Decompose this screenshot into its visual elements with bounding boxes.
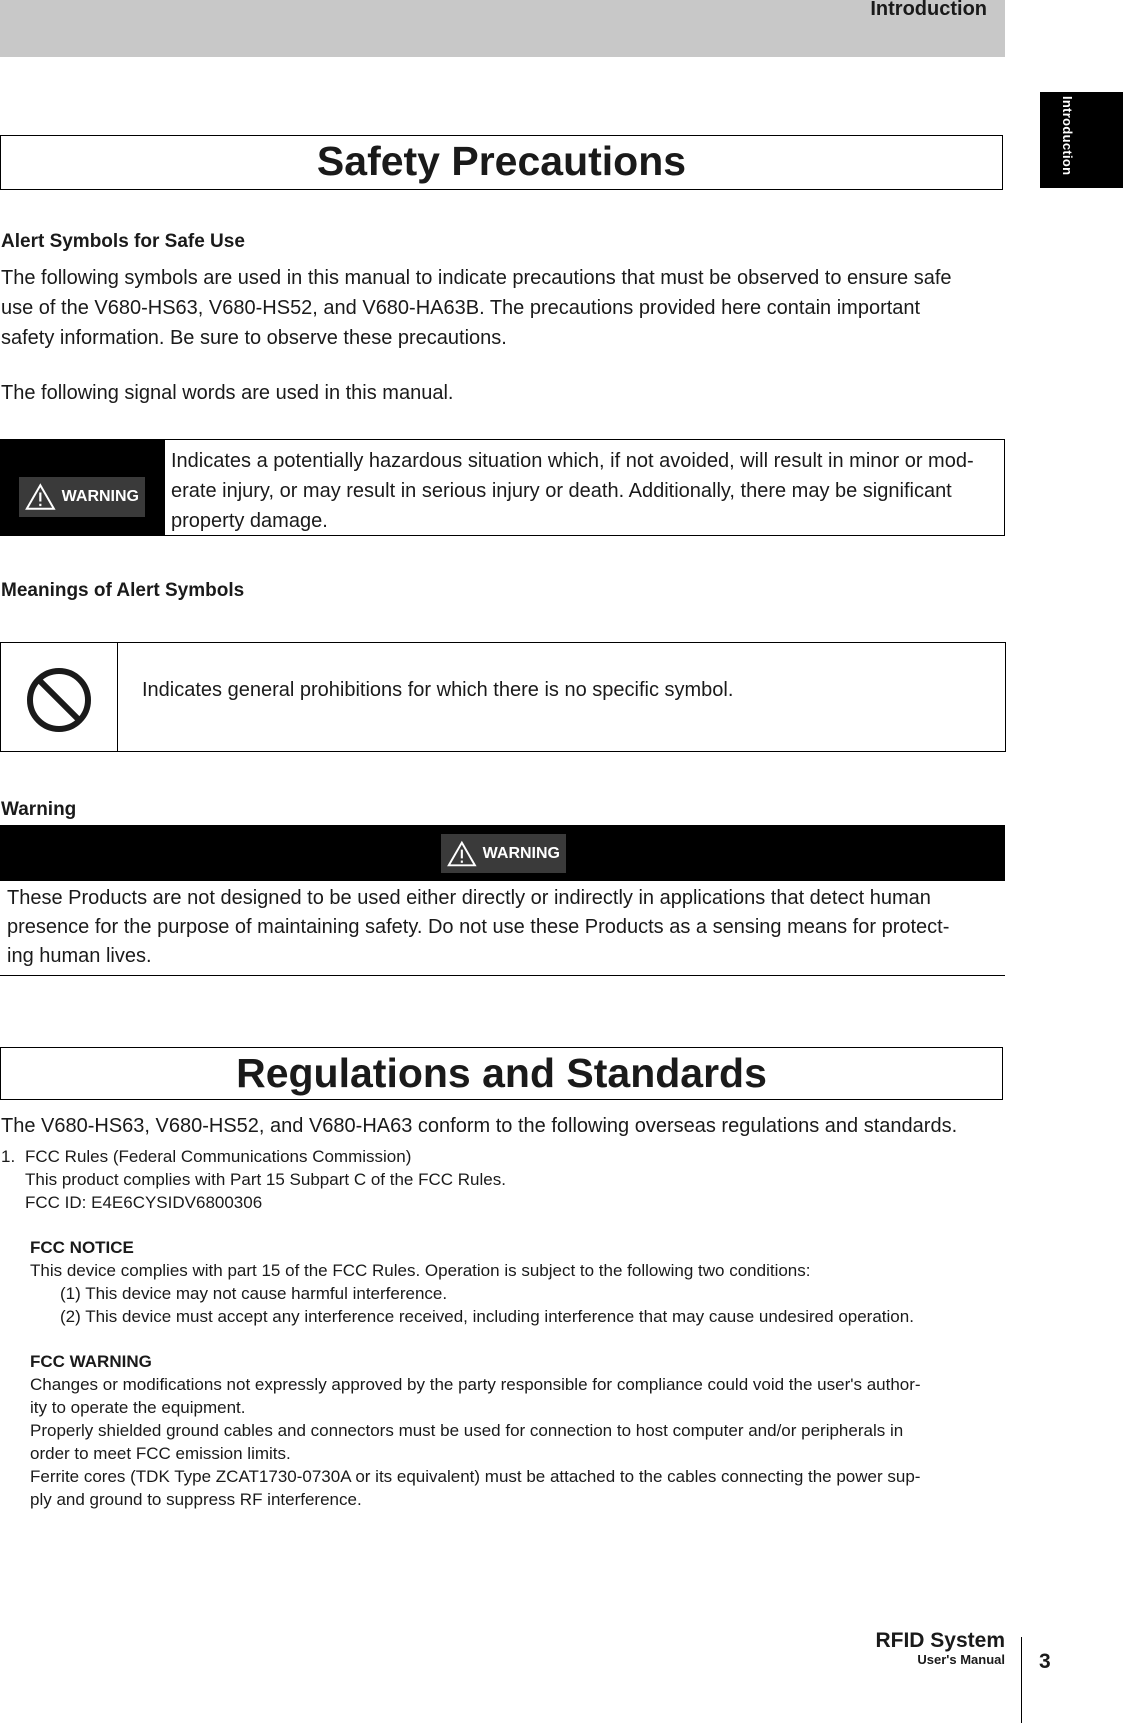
warning-triangle-icon: [25, 482, 56, 512]
prohibition-icon: [26, 667, 92, 733]
warning-box: [0, 825, 1005, 977]
warning-bar: [0, 825, 1005, 881]
fcc-condition: (1) This device may not cause harmful interference.: [60, 1284, 448, 1303]
fcc-warning: [30, 1350, 1010, 1511]
warning-line: ing human lives.: [7, 945, 152, 967]
table-divider: [117, 643, 118, 751]
safety-intro-line: use of the V680-HS63, V680-HS52, and V680-HA63B. The precautions provided here contain important: [1, 297, 921, 319]
alert-symbol-table: [0, 642, 1006, 752]
item-1-line: This product complies with Part 15 Subpart C of the FCC Rules.: [25, 1170, 506, 1189]
side-tab-label: Introduction: [1060, 96, 1075, 176]
side-tab: [1040, 92, 1123, 188]
item-1-line: FCC ID: E4E6CYSIDV6800306: [25, 1193, 263, 1212]
page-number: 3: [1039, 1650, 1051, 1673]
warning-badge-label: WARNING: [61, 488, 139, 505]
signal-words-intro: The following signal words are used in this manual.: [1, 382, 454, 404]
signal-word-line: Indicates a potentially hazardous situation which, if not avoided, will result in minor or mod-: [171, 450, 974, 472]
item-1-number: 1.: [1, 1147, 16, 1166]
fcc-warning-line: Changes or modifications not expressly approved by the party responsible for compliance could void the user's author-: [30, 1375, 921, 1394]
meanings-heading: Meanings of Alert Symbols: [1, 580, 245, 601]
signal-word-line: property damage.: [171, 510, 328, 532]
warning-rule: [0, 975, 1005, 976]
item-1: [25, 1145, 506, 1214]
footer-title: [875, 1630, 1005, 1668]
fcc-warning-line: ply and ground to suppress RF interference.: [30, 1490, 362, 1509]
header-title: Introduction: [870, 0, 987, 20]
fcc-warning-line: Properly shielded ground cables and connectors must be used for connection to host computer and/or peripherals in: [30, 1421, 904, 1440]
fcc-notice-heading: FCC NOTICE: [30, 1238, 134, 1257]
warning-heading: Warning: [1, 799, 77, 820]
warning-line: These Products are not designed to be used either directly or indirectly in applications that detect human: [7, 887, 931, 909]
prohibition-description: Indicates general prohibitions for which there is no specific symbol.: [142, 679, 734, 701]
warning-badge-label: WARNING: [482, 844, 560, 862]
footer-product: RFID System: [875, 1629, 1005, 1652]
signal-word-description: [171, 446, 1001, 536]
regulations-intro: The V680-HS63, V680-HS52, and V680-HA63 conform to the following overseas regulations and standards.: [1, 1115, 958, 1137]
fcc-warning-line: order to meet FCC emission limits.: [30, 1444, 291, 1463]
header-bar: [0, 0, 1005, 57]
footer-divider: [1021, 1637, 1022, 1723]
warning-triangle-icon: [447, 839, 477, 869]
fcc-warning-line: ity to operate the equipment.: [30, 1398, 246, 1417]
warning-badge: [441, 834, 566, 873]
item-1-title: FCC Rules (Federal Communications Commission): [25, 1147, 412, 1166]
fcc-condition: (2) This device must accept any interference received, including interference that may cause undesired operation.: [60, 1307, 914, 1326]
safety-title: Safety Precautions: [0, 135, 1003, 190]
fcc-warning-heading: FCC WARNING: [30, 1352, 152, 1371]
fcc-warning-line: Ferrite cores (TDK Type ZCAT1730-0730A or its equivalent) must be attached to the cables connecting the power sup-: [30, 1467, 921, 1486]
safety-intro-line: safety information. Be sure to observe these precautions.: [1, 327, 507, 349]
alert-symbols-heading: Alert Symbols for Safe Use: [1, 231, 245, 252]
signal-word-line: erate injury, or may result in serious injury or death. Additionally, there may be significant: [171, 480, 952, 502]
fcc-notice: [30, 1236, 1010, 1328]
warning-line: presence for the purpose of maintaining safety. Do not use these Products as a sensing means for protect-: [7, 916, 950, 938]
warning-text: [7, 884, 997, 971]
warning-badge: [19, 477, 145, 517]
safety-intro: [1, 263, 1001, 353]
signal-word-table: [0, 439, 1005, 536]
fcc-notice-text: This device complies with part 15 of the FCC Rules. Operation is subject to the following two conditions:: [30, 1261, 811, 1280]
safety-intro-line: The following symbols are used in this manual to indicate precautions that must be observed to ensure safe: [1, 267, 952, 289]
signal-word-cell: [1, 440, 165, 535]
footer-manual: User's Manual: [917, 1652, 1005, 1667]
regulations-title: Regulations and Standards: [0, 1047, 1003, 1100]
